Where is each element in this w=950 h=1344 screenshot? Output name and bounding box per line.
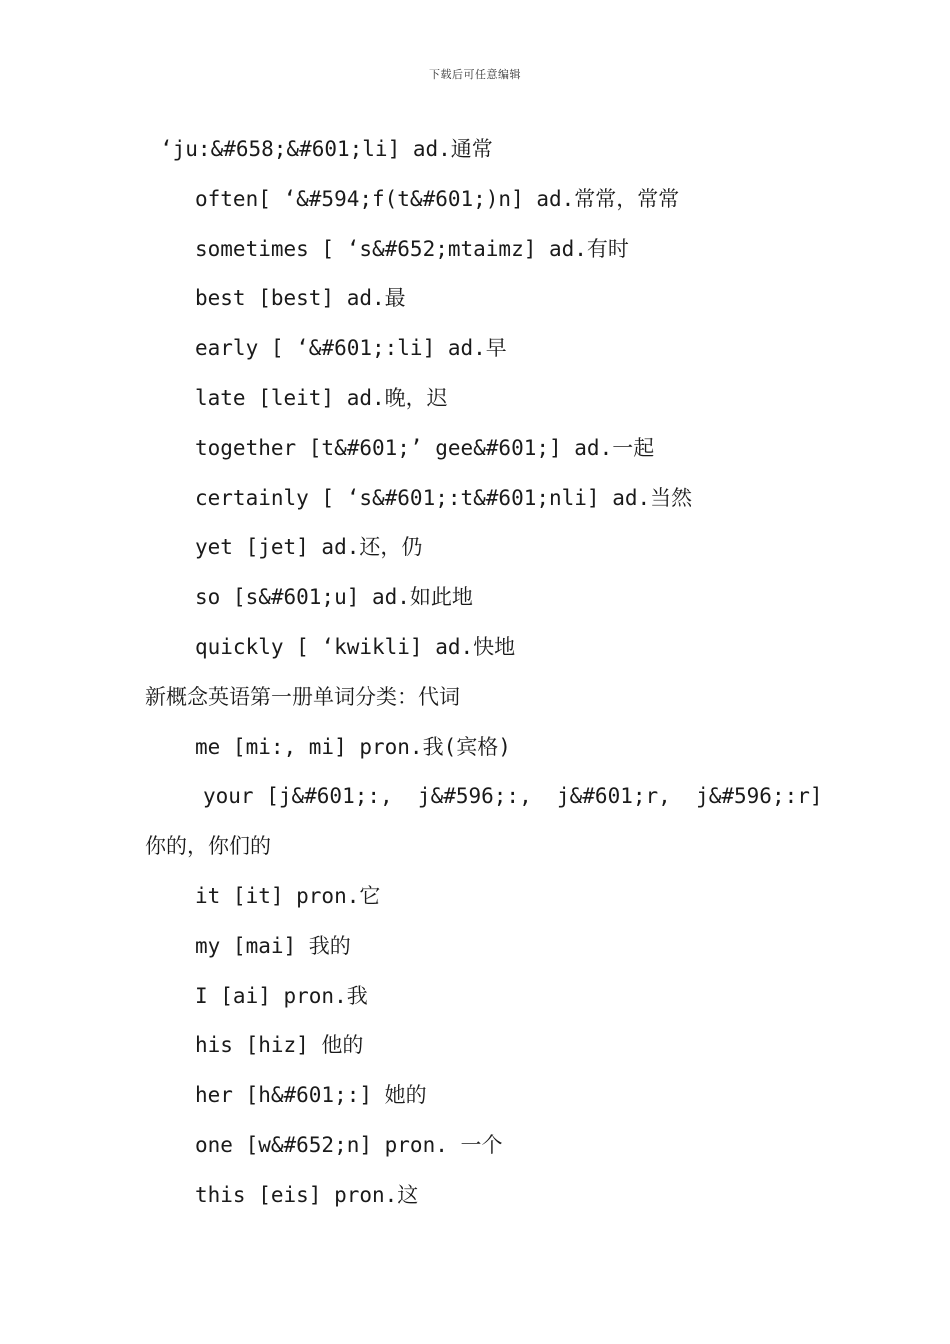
vocab-line-my: my [mai] 我的 <box>195 933 351 958</box>
page-header: 下载后可任意编辑 <box>429 68 521 81</box>
vocab-line-best: best [best] ad.最 <box>195 286 406 311</box>
vocab-line-so: so [s&#601;u] ad.如此地 <box>195 585 473 610</box>
vocab-line-yet: yet [jet] ad.还，仍 <box>195 535 423 560</box>
vocab-line-me: me [mi:, mi] pron.我(宾格) <box>195 734 511 759</box>
vocab-line-often: often[ ‘&#594;f(t&#601;)n] ad.常常，常常 <box>195 186 680 211</box>
section-heading-pronouns: 新概念英语第一册单词分类：代词 <box>145 684 460 709</box>
vocab-line-his: his [hiz] 他的 <box>195 1033 364 1058</box>
vocab-line-your-meaning: 你的，你们的 <box>145 834 271 859</box>
vocab-line-this: this [eis] pron.这 <box>195 1182 419 1207</box>
vocab-line-her: her [h&#601;:] 她的 <box>195 1083 427 1108</box>
vocab-line-late: late [leit] ad.晚，迟 <box>195 385 448 410</box>
document-body <box>0 132 950 1228</box>
vocab-line-i: I [ai] pron.我 <box>195 983 368 1008</box>
vocab-line-quickly: quickly [ ‘kwikli] ad.快地 <box>195 634 516 659</box>
vocab-line-usually: ‘ju:&#658;&#601;li] ad.通常 <box>160 137 493 161</box>
vocab-line-it: it [it] pron.它 <box>195 883 381 908</box>
vocab-line-certainly: certainly [ ‘s&#601;:t&#601;nli] ad.当然 <box>195 485 693 510</box>
vocab-line-together: together [t&#601;’ gee&#601;] ad.一起 <box>195 435 655 460</box>
vocab-line-sometimes: sometimes [ ‘s&#652;mtaimz] ad.有时 <box>195 236 629 261</box>
vocab-line-one: one [w&#652;n] pron. 一个 <box>195 1132 503 1157</box>
vocab-line-your: your [j&#601;:, j&#596;:, j&#601;r, j&#596;:r] <box>203 784 823 809</box>
vocab-line-early: early [ ‘&#601;:li] ad.早 <box>195 336 507 361</box>
